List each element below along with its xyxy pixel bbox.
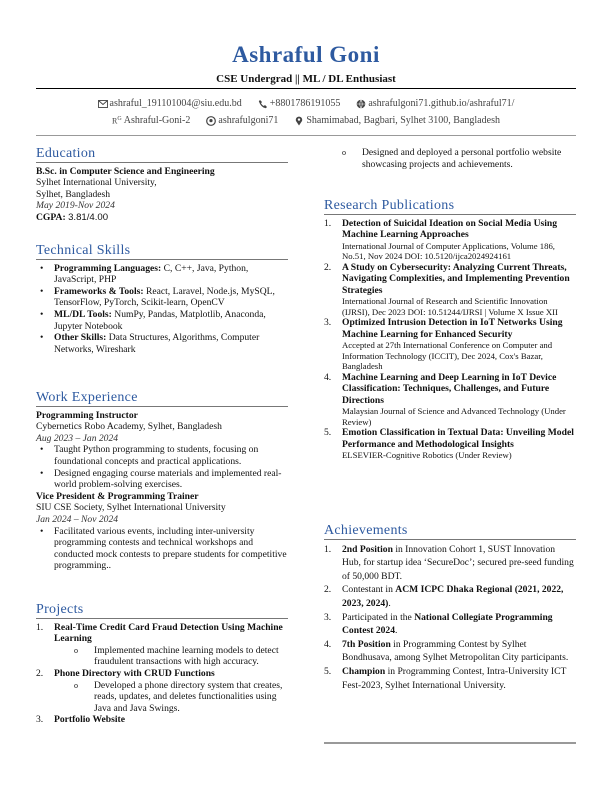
project-detail: o Implemented machine learning models to detect fraudulent transactions with high accuracy. (36, 645, 288, 668)
achievement-item: 2. Contestant in ACM ICPC Dhaka Regional (2021, 2022, 2023, 2024). (324, 584, 564, 609)
resume-subtitle: CSE Undergrad || ML / DL Enthusiast (216, 73, 396, 85)
skill-item: • Frameworks & Tools: React, Laravel, Node.js, MySQL, TensorFlow, PyTorch, Scikit-learn, OpenCV (36, 286, 288, 309)
project-detail: o Developed a phone directory system that creates, reads, updates, and deletes functionalities using Java and Java Swings. (36, 680, 288, 715)
job-org: SIU CSE Society, Sylhet International University (36, 502, 226, 514)
globe-icon (356, 99, 366, 109)
projects-heading: Projects (36, 604, 288, 619)
publication-item: 2. A Study on Cybersecurity: Analyzing Current Threats, Navigating Complexities, and Implementing Prevention Strategies International Journal of Research and Scientific Innovation (IJRSI), Dec 2023 DOI: 10.51244/IJRSI | Volume X Issue XII (324, 261, 570, 317)
project-item: 3. Portfolio Website (36, 714, 125, 726)
header-divider (36, 88, 576, 89)
achievement-item: 4. 7th Position in Programming Contest by Sylhet Bondhusava, among Sylhet Metropolitan City participants. (324, 638, 569, 664)
project-item: 1. Real-Time Credit Card Fraud Detection Using Machine Learning (36, 621, 283, 645)
skills-heading: Technical Skills (36, 245, 288, 260)
job-role: Programming Instructor (36, 409, 138, 421)
project-item: 2. Phone Directory with CRUD Functions (36, 667, 215, 679)
job-dates: Aug 2023 – Jan 2024 (36, 432, 119, 444)
skill-item: • Programming Languages: C, C++, Java, Python, JavaScript, PHP (36, 263, 288, 286)
education-dates: May 2019-Nov 2024 (36, 200, 115, 212)
research-heading: Research Publications (324, 200, 576, 215)
contact-location: Shamimabad, Bagbari, Sylhet 3100, Bangladesh (294, 115, 500, 126)
publication-item: 3. Optimized Intrusion Detection in IoT Networks Using Machine Learning for Enhanced Security Accepted at 27th International Conference on Computer and Information Technology (ICCIT), Dec 2024, Cox's Bazar, Bangladesh (324, 317, 563, 372)
education-section (36, 148, 288, 224)
achievements-heading: Achievements (324, 525, 576, 540)
education-gpa: CGPA: 3.81/4.00 (36, 211, 109, 223)
job-bullet: • Taught Python programming to students, focusing on foundational concepts and practical applications. (36, 444, 288, 467)
education-heading: Education (36, 148, 288, 163)
job-dates: Jan 2024 – Nov 2024 (36, 513, 119, 525)
achievements-section (324, 525, 576, 692)
location-icon (294, 116, 304, 126)
education-degree: B.Sc. in Computer Science and Engineering (36, 165, 215, 177)
contact-researchgate[interactable]: $R^G$ Ashraful-Goni-2 (112, 115, 191, 126)
section-end-divider (324, 742, 576, 744)
job-bullet: • Designed engaging course materials and implemented real-world problem-solving exercises. (36, 468, 288, 491)
resume-name: Ashraful Goni (232, 42, 380, 67)
education-location: Sylhet, Bangladesh (36, 188, 111, 200)
job-org: Cybernetics Robo Academy, Sylhet, Bangladesh (36, 421, 222, 433)
job-bullet: • Facilitated various events, including inter-university programming contests and technical workshops and conducted mock contests to prepare students for competitive programming.. (36, 526, 288, 572)
contact-row-2 (0, 115, 612, 126)
skill-item: • ML/DL Tools: NumPy, Pandas, Matplotlib, Anaconda, Jupyter Notebook (36, 309, 288, 332)
contact-github[interactable]: ashrafulgoni71 (206, 115, 278, 126)
achievement-item: 3. Participated in the National Collegiate Programming Contest 2024. (324, 611, 553, 637)
contact-website[interactable]: ashrafulgoni71.github.io/ashraful71/ (356, 98, 514, 109)
projects-section (36, 604, 288, 726)
research-section (324, 200, 576, 461)
contact-row-1 (0, 98, 612, 109)
project-continuation (324, 147, 576, 170)
researchgate-icon: $R^G$ (112, 115, 122, 126)
experience-heading: Work Experience (36, 392, 288, 407)
achievement-item: 5. Champion in Programming Contest, Intra-University ICT Fest-2023, Sylhet International University. (324, 665, 567, 691)
publication-item: 1. Detection of Suicidal Ideation on Social Media Using Machine Learning Approaches International Journal of Computer Applications, Volume 186, No.51, Nov 2024 DOI: 10.5120/ijca2024924161 (324, 217, 558, 262)
contact-email[interactable]: ashraful_191101004@siu.edu.bd (98, 98, 242, 109)
contact-phone[interactable]: +8801786191055 (258, 98, 341, 109)
contact-divider (36, 135, 576, 136)
publication-item: 4. Machine Learning and Deep Learning in IoT Device Classification: Techniques, Challenges, and Future Directions Malaysian Journal of Science and Advanced Technology (Under Review) (324, 371, 566, 427)
achievement-item: 1. 2nd Position in Innovation Cohort 1, SUST Innovation Hub, for startup idea ‘SecureDoc’; secured pre-seed funding of 50,000 BDT. (324, 543, 574, 582)
publication-item: 5. Emotion Classification in Textual Data: Unveiling Model Performance and Methodological Insights ELSEVIER-Cognitive Robotics (Under Review) (324, 427, 574, 461)
project-detail: o Designed and deployed a personal portfolio website showcasing projects and achievements. (304, 147, 576, 170)
phone-icon (258, 99, 268, 109)
skill-item: • Other Skills: Data Structures, Algorithms, Computer Networks, Wireshark (36, 332, 288, 355)
job-role: Vice President & Programming Trainer (36, 490, 199, 502)
github-icon (206, 116, 216, 126)
skills-section (36, 245, 288, 355)
experience-section (36, 392, 288, 572)
email-icon (98, 99, 108, 109)
education-institution: Sylhet International University, (36, 177, 157, 189)
